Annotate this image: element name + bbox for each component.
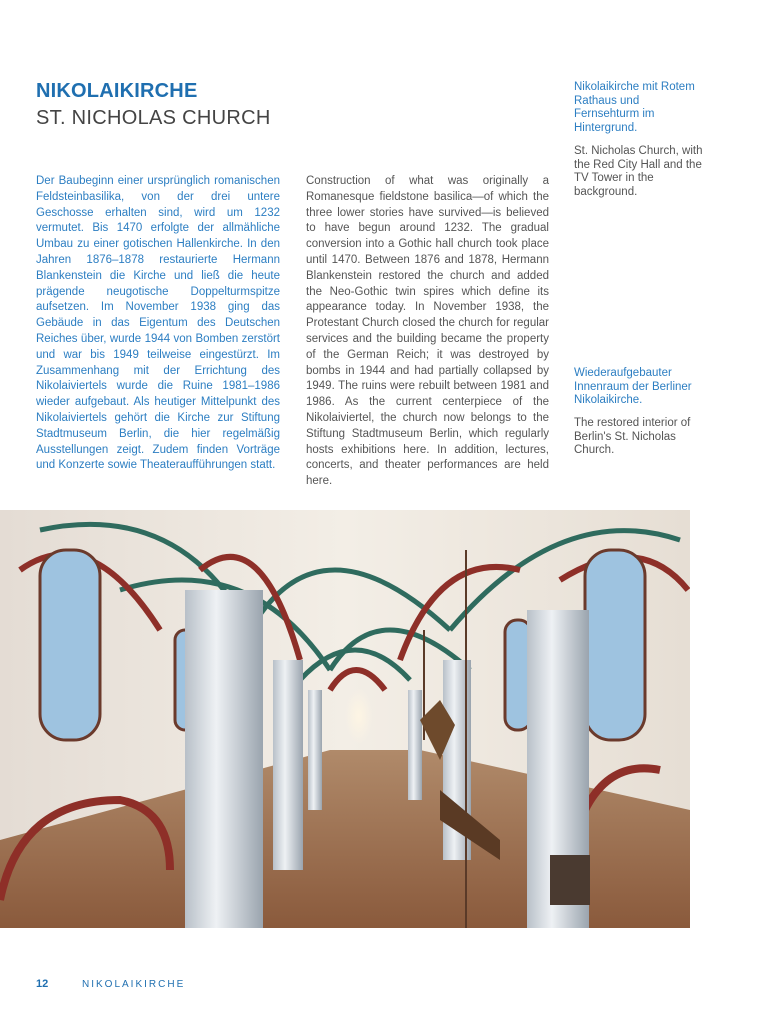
body-text-german: Der Baubeginn einer ursprünglich romanischen Feldsteinbasilika, von der drei untere Geschosse erhalten sind, wird um 1232 vermutet. Bis 1470 erfolgte der allmähliche Umbau zu einer gotischen Hallenkirche. In den Jahren 1876–1878 restaurierte Hermann Blankenstein die Kirche und ließ die heute prägende neugotische Doppelturmspitze aufsetzen. Im November 1938 ging das Gebäude in das Eigentum des Deutschen Reiches über, wurde 1944 von Bomben zerstört und war bis 1949 teilweise eingestürzt. Im Zusammenhang mit der Errichtung des Nikolaiviertels wurde die Ruine 1981–1986 wieder aufgebaut. Als heutiger Mittelpunkt des Nikolaiviertels gehört die Kirche zur Stiftung Stadtmuseum Berlin, die hier regelmäßig Ausstellungen zeigt. Zudem finden Vorträge und Konzerte sowie Theateraufführungen statt. <box>36 175 280 472</box>
page-title-de: NIKOLAIKIRCHE <box>36 80 198 102</box>
caption-exterior-de: Nikolaikirche mit Rotem Rathaus und Fernsehturm im Hintergrund. <box>574 81 695 134</box>
caption-interior-de: Wiederaufgebauter Innenraum der Berliner Nikolaikirche. <box>574 367 692 407</box>
body-text-english: Construction of what was originally a Romanesque fieldstone basilica—of which the three lower stories have survived—is believed to have begun around 1232. The gradual conversion into a Gothic hall church took place until 1470. Between 1876 and 1878, Hermann Blankenstein restored the church and added the Neo-Gothic twin spires which define its appearance today. In November 1938, the Protestant Church closed the church for regular services and the building became the property of the German Reich; it was destroyed by bombs in 1944 and had partially collapsed by 1949. The ruins were rebuilt between 1981 and 1986. As the current centerpiece of the Nikolaiviertel, the church now belongs to the Stiftung Stadtmuseum Berlin, which regularly hosts exhibitions here. In addition, lectures, concerts, and theater performances are held here. <box>306 175 549 488</box>
caption-exterior-en: St. Nicholas Church, with the Red City Hall and the TV Tower in the background. <box>574 145 703 198</box>
caption-interior-en: The restored interior of Berlin's St. Nicholas Church. <box>574 417 691 457</box>
church-interior-photo <box>0 510 690 928</box>
page-number: 12 <box>36 978 49 990</box>
page-title-en: ST. NICHOLAS CHURCH <box>36 107 271 129</box>
running-title: NIKOLAIKIRCHE <box>82 979 186 990</box>
